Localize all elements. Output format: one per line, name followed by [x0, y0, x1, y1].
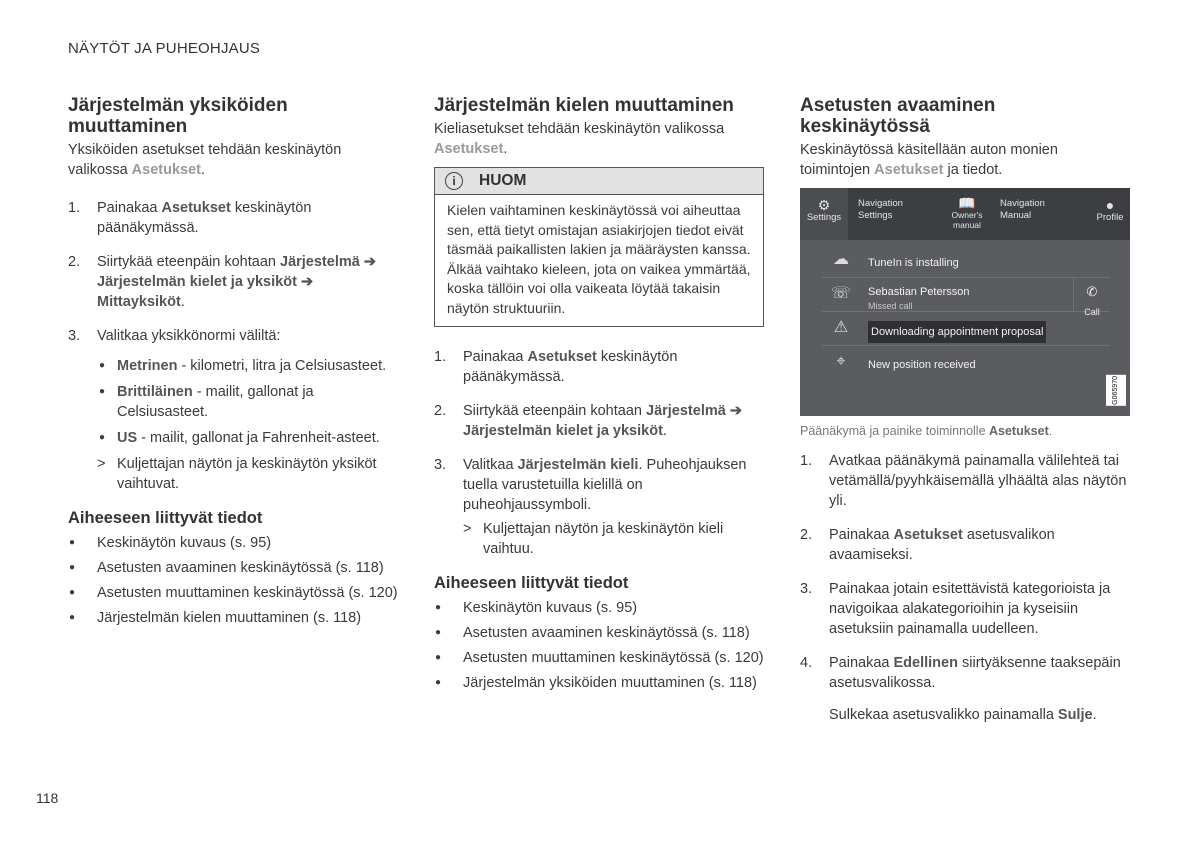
caption-text: . — [1048, 424, 1053, 438]
option-text: - mailit, gallonat ja Celsiusasteet. — [117, 384, 314, 420]
step-text: Painakaa — [829, 527, 894, 543]
note-body: Kielen vaihtaminen keskinäytössä voi aiheuttaa sen, että tietyt omistajan asiakirjojen tiedot eivät täsmää paikallisten lakien ja määräysten kanssa. Älkää vaihtako kieleen, jota on vaikea ymmärtää, koska tällöin voi olla vaikeata löytää takaisin näytön struktuuriin. — [447, 202, 751, 316]
intro-pre: Yksiköiden asetukset tehdään keskinäytön valikossa — [68, 142, 342, 178]
option-text: - kilometri, litra ja Celsiusasteet. — [177, 358, 387, 374]
option-item — [97, 382, 398, 422]
tab-label: Navigation — [858, 198, 903, 209]
step-text: Valitkaa yksikkönormi väliltä: — [97, 328, 281, 344]
top-bar — [800, 188, 1130, 240]
figure-caption — [800, 421, 1130, 441]
ui-term-asetukset: Asetukset — [131, 162, 201, 178]
step-text: . — [180, 294, 185, 310]
step-list — [68, 198, 398, 494]
step-text: Valitkaa — [463, 457, 518, 473]
section-system-units — [68, 95, 398, 628]
ui-term-asetukset: Asetukset — [434, 141, 504, 157]
ui-term: Asetukset — [893, 527, 963, 543]
result-text — [463, 519, 764, 559]
note-box — [434, 167, 764, 327]
cloud-download-icon: ☁ — [833, 251, 849, 268]
section-system-language — [434, 95, 764, 693]
step-text: keskinäytön päänäkymässä. — [463, 349, 678, 385]
ui-term: Asetukset — [989, 424, 1049, 438]
step-item — [800, 579, 1130, 639]
result-body: Kuljettajan näytön ja keskinäytön yksiköt vaihtuvat. — [117, 456, 377, 492]
arrow-icon: ➔ — [363, 254, 376, 270]
ui-term: Mittayksiköt — [97, 294, 181, 310]
tab-label: manual — [953, 220, 981, 230]
intro-pre: Keskinäytössä käsitellään auton monien toimintojen — [800, 142, 1058, 178]
close-text: . — [1092, 707, 1097, 723]
ui-term: Brittiläinen — [117, 384, 193, 400]
ui-term: Järjestelmän kielet ja yksiköt — [97, 274, 297, 290]
notification-row[interactable] — [822, 312, 1110, 346]
step-text: Siirtykää eteenpäin kohtaan — [463, 403, 646, 419]
notification-row[interactable] — [822, 278, 1110, 317]
close-text: Sulkekaa asetusvalikko painamalla — [829, 707, 1058, 723]
close-instruction — [800, 705, 1130, 725]
step-text: Painakaa — [829, 655, 894, 671]
step-text: Painakaa — [97, 200, 162, 216]
related-link[interactable]: ● Keskinäytön kuvaus (s. 95) — [68, 533, 398, 553]
related-link[interactable]: ● Asetusten avaaminen keskinäytössä (s. 118) — [68, 558, 398, 578]
step-text: Avatkaa päänäkymä painamalla välilehteä tai vetämällä/pyyhkäisemällä ylhäältä alas näytön yli. — [829, 453, 1127, 509]
notification-text: TuneIn is installing — [868, 257, 959, 269]
tab-label: Navigation — [1000, 198, 1045, 209]
related-title: Aiheeseen liittyvät tiedot — [434, 574, 629, 592]
note-header — [435, 168, 763, 195]
tab-label: Settings — [858, 210, 893, 221]
tab-label: Manual — [1000, 210, 1032, 221]
step-number: 2. — [800, 527, 813, 543]
step-text: . — [662, 423, 667, 439]
related-link[interactable]: ● Asetusten avaaminen keskinäytössä (s. 118) — [434, 623, 764, 643]
ui-term-asetukset: Asetukset — [874, 162, 944, 178]
ui-term: Järjestelmän kieli — [517, 457, 639, 473]
step-text: Siirtykää eteenpäin kohtaan — [97, 254, 280, 270]
ui-term: Järjestelmä — [646, 403, 726, 419]
tab-settings[interactable] — [800, 188, 848, 240]
step-number: 3. — [68, 328, 81, 344]
figure-code: G065970 — [1106, 375, 1126, 406]
phone-icon: ✆ — [1086, 284, 1098, 299]
intro-text — [434, 119, 764, 159]
result-marker: > — [97, 456, 106, 472]
step-text: Painakaa jotain esitettävistä kategorioista ja navigoikaa alakategorioihin ja kyseisiin asetuksiin painamalla uudelleen. — [829, 581, 1111, 637]
arrow-icon: ➔ — [729, 403, 742, 419]
position-icon: ⌖ — [836, 353, 846, 370]
profile-icon: ● — [1105, 197, 1115, 213]
intro-pre: Kieliasetukset tehdään keskinäytön valikossa — [434, 121, 725, 137]
page-header: NÄYTÖT JA PUHEOHJAUS — [68, 40, 261, 57]
ui-term: Asetukset — [527, 349, 597, 365]
notification-text: Sebastian Petersson — [868, 286, 970, 298]
step-number: 2. — [68, 254, 81, 270]
step-item — [68, 326, 398, 494]
notification-row[interactable] — [822, 346, 1110, 379]
step-item — [800, 653, 1130, 693]
ui-term: US — [117, 430, 138, 446]
ui-term: Edellinen — [893, 655, 958, 671]
option-item — [97, 428, 398, 448]
step-item — [800, 525, 1130, 565]
section-open-settings — [800, 95, 1130, 725]
related-list — [434, 598, 764, 693]
call-button[interactable] — [1073, 278, 1110, 317]
related-link[interactable]: ● Järjestelmän yksiköiden muuttaminen (s. 118) — [434, 673, 764, 693]
tab-owners-manual[interactable] — [950, 188, 984, 240]
ui-term: Metrinen — [117, 358, 178, 374]
related-link[interactable]: ● Järjestelmän kielen muuttaminen (s. 118) — [68, 608, 398, 628]
step-item — [68, 198, 398, 238]
option-text: - mailit, gallonat ja Fahrenheit-asteet. — [137, 430, 380, 446]
intro-post: . — [200, 162, 206, 178]
missed-call-icon: ☏ — [830, 285, 851, 302]
step-text: Painakaa — [463, 349, 528, 365]
info-icon: i — [445, 172, 463, 190]
tab-label: Settings — [806, 212, 842, 223]
related-title: Aiheeseen liittyvät tiedot — [68, 509, 263, 527]
section-title: Järjestelmän kielen muuttaminen — [434, 95, 734, 116]
step-list — [800, 451, 1130, 693]
note-title: HUOM — [479, 172, 527, 189]
notification-subtext: Missed call — [868, 301, 913, 311]
intro-text — [800, 140, 1130, 180]
notification-text: New position received — [868, 359, 976, 371]
step-number: 2. — [434, 403, 447, 419]
ui-term: Järjestelmä — [280, 254, 360, 270]
call-label: Call — [1084, 307, 1100, 317]
gear-icon: ⚙ — [817, 197, 831, 213]
step-item — [68, 252, 398, 312]
step-item — [434, 455, 764, 559]
section-title: Järjestelmän yksiköiden muuttaminen — [68, 95, 288, 137]
ui-term: Asetukset — [161, 200, 231, 216]
result-text — [97, 454, 398, 494]
result-body: Kuljettajan näytön ja keskinäytön kieli vaihtuu. — [483, 521, 724, 557]
step-number: 1. — [800, 453, 813, 469]
result-marker: > — [463, 521, 472, 537]
step-text: asetusvalikon avaamiseksi. — [829, 527, 1055, 563]
section-title: Asetusten avaaminen keskinäytössä — [800, 95, 996, 137]
page-number: 118 — [36, 790, 59, 806]
notification-text: Downloading appointment proposal — [868, 321, 1046, 343]
tab-profile[interactable] — [1090, 188, 1130, 240]
step-text: siirtyäksenne taaksepäin asetusvalikossa. — [829, 655, 1121, 691]
caption-text: Päänäkymä ja painike toiminnolle — [800, 424, 989, 438]
notification-row[interactable] — [822, 244, 1110, 278]
tab-label: Owner's — [951, 210, 983, 220]
related-link[interactable]: ● Keskinäytön kuvaus (s. 95) — [434, 598, 764, 618]
step-list — [434, 347, 764, 559]
step-item — [434, 401, 764, 441]
step-text: keskinäytön päänäkymässä. — [97, 200, 312, 236]
arrow-icon: ➔ — [300, 274, 314, 290]
intro-text — [68, 140, 398, 180]
center-display-screenshot — [800, 188, 1130, 416]
tab-label: Profile — [1096, 212, 1124, 223]
tab-navigation-manual[interactable] — [1000, 198, 1045, 222]
step-number: 4. — [800, 655, 813, 671]
tab-navigation-settings[interactable] — [858, 198, 903, 222]
related-list — [68, 533, 398, 628]
notification-list — [822, 244, 1110, 379]
book-icon: 📖 — [958, 195, 976, 211]
ui-term: Järjestelmän kielet ja yksiköt — [463, 423, 663, 439]
step-item — [434, 347, 764, 387]
option-list — [97, 356, 398, 448]
related-link[interactable]: ● Asetusten muuttaminen keskinäytössä (s. 120) — [68, 583, 398, 603]
intro-post: ja tiedot. — [943, 162, 1003, 178]
ui-term: Sulje — [1057, 707, 1093, 723]
option-item — [97, 356, 398, 376]
step-number: 3. — [434, 457, 447, 473]
step-number: 1. — [434, 349, 447, 365]
step-number: 3. — [800, 581, 813, 597]
step-text: . Puheohjauksen tuella varustetuilla kielillä on puheohjaussymboli. — [463, 457, 747, 513]
step-item — [800, 451, 1130, 511]
warning-icon: ⚠ — [833, 319, 849, 336]
related-link[interactable]: ● Asetusten muuttaminen keskinäytössä (s. 120) — [434, 648, 764, 668]
step-number: 1. — [68, 200, 81, 216]
intro-post: . — [503, 141, 508, 157]
